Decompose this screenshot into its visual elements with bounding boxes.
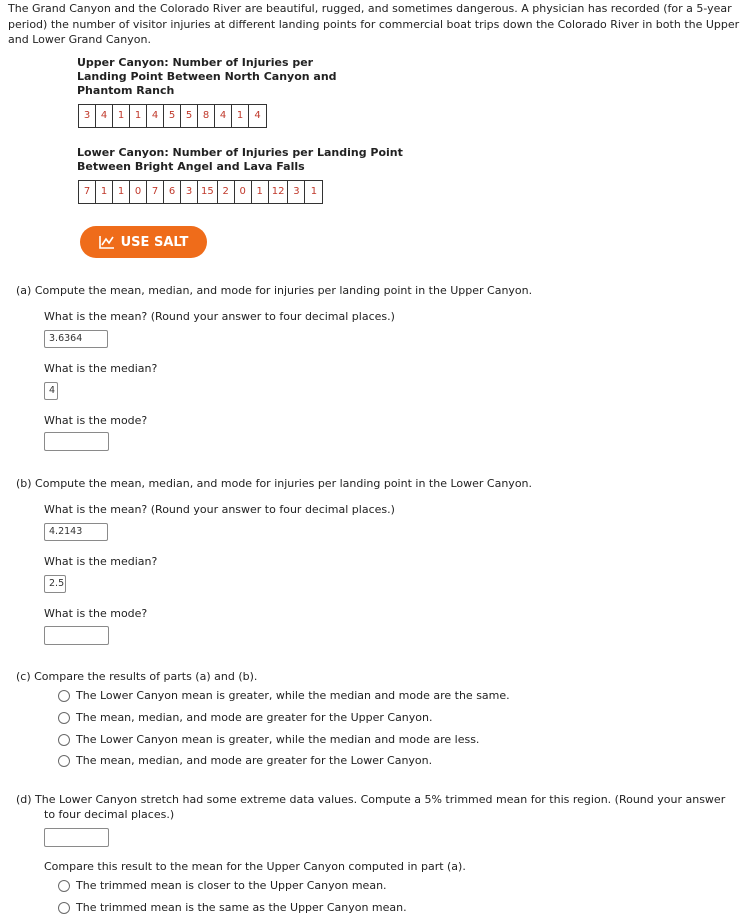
part-c-option-1[interactable] bbox=[58, 689, 510, 702]
part-b-prompt: (b) Compute the mean, median, and mode for injuries per landing point in the Lower Canyon. bbox=[16, 477, 533, 490]
data-cell: 4 bbox=[254, 110, 261, 121]
radio-circle-icon[interactable] bbox=[58, 734, 70, 746]
part-d-option-1-label: The trimmed mean is closer to the Upper Canyon mean. bbox=[76, 879, 387, 892]
upper-title-line3: Phantom Ranch bbox=[77, 84, 175, 97]
data-cell: 1 bbox=[310, 186, 318, 197]
part-d-option-1[interactable] bbox=[58, 879, 387, 892]
data-cell: 1 bbox=[113, 105, 130, 127]
part-d-prompt-line1: (d) The Lower Canyon stretch had some extreme data values. Compute a 5% trimmed mean for this region. (Round your answer bbox=[16, 793, 726, 806]
data-cell: 2 bbox=[218, 181, 235, 203]
data-cell: 5 bbox=[164, 105, 181, 127]
data-cell: 0 bbox=[235, 181, 252, 203]
radio-circle-icon[interactable] bbox=[58, 712, 70, 724]
data-cell: 6 bbox=[164, 181, 181, 203]
radio-circle-icon[interactable] bbox=[58, 690, 70, 702]
data-cell: 3 bbox=[181, 181, 198, 203]
part-a-median-input[interactable]: 4 bbox=[44, 382, 58, 400]
data-cell: 7 bbox=[79, 181, 96, 203]
part-a-mean-question: What is the mean? (Round your answer to four decimal places.) bbox=[44, 310, 395, 323]
part-a-mode-input[interactable] bbox=[44, 432, 109, 451]
part-c-option-4-label: The mean, median, and mode are greater for the Lower Canyon. bbox=[76, 754, 433, 767]
upper-canyon-data-table bbox=[78, 104, 267, 128]
data-cell: 1 bbox=[113, 181, 130, 203]
lower-title-line2: Between Bright Angel and Lava Falls bbox=[77, 160, 305, 173]
data-cell: 5 bbox=[181, 105, 198, 127]
data-cell: 3 bbox=[288, 181, 305, 203]
use-salt-button[interactable] bbox=[80, 226, 207, 258]
radio-circle-icon[interactable] bbox=[58, 755, 70, 767]
data-cell: 12 bbox=[269, 181, 289, 203]
upper-title-line1: Upper Canyon: Number of Injuries per bbox=[77, 56, 314, 69]
part-d-trimmed-mean-input[interactable] bbox=[44, 828, 109, 847]
part-a-prompt: (a) Compute the mean, median, and mode for injuries per landing point in the Upper Canyon. bbox=[16, 284, 533, 297]
data-cell: 8 bbox=[198, 105, 215, 127]
part-d-option-2[interactable] bbox=[58, 901, 407, 914]
data-cell: 1 bbox=[252, 181, 269, 203]
part-b-median-question: What is the median? bbox=[44, 555, 158, 568]
part-c-option-3[interactable] bbox=[58, 733, 479, 746]
data-cell: 4 bbox=[96, 105, 113, 127]
part-c-option-1-label: The Lower Canyon mean is greater, while the median and mode are the same. bbox=[76, 689, 510, 702]
lower-canyon-title bbox=[77, 146, 403, 174]
part-c-prompt: (c) Compare the results of parts (a) and (b). bbox=[16, 670, 258, 683]
part-b-median-input[interactable]: 2.5 bbox=[44, 575, 66, 593]
data-cell: 3 bbox=[79, 105, 96, 127]
upper-canyon-title bbox=[77, 56, 337, 98]
data-cell: 1 bbox=[96, 181, 113, 203]
data-cell: 7 bbox=[147, 181, 164, 203]
data-cell: 4 bbox=[215, 105, 232, 127]
part-a-mean-input[interactable]: 3.6364 bbox=[44, 330, 108, 348]
part-c-option-3-label: The Lower Canyon mean is greater, while the median and mode are less. bbox=[76, 733, 480, 746]
data-cell: 4 bbox=[147, 105, 164, 127]
part-c-option-2[interactable] bbox=[58, 711, 433, 724]
problem-intro: The Grand Canyon and the Colorado River are beautiful, rugged, and sometimes dangerous. A physician has recorded (for a 5-year period) the number of visitor injuries at different landing points for commercial boat trips down the Colorado River in both the Upper and Lower Grand Canyon. bbox=[8, 2, 740, 46]
part-a-mode-question: What is the mode? bbox=[44, 414, 148, 427]
part-c-option-4[interactable] bbox=[58, 754, 432, 767]
lower-title-line1: Lower Canyon: Number of Injuries per Landing Point bbox=[77, 146, 403, 159]
upper-title-line2: Landing Point Between North Canyon and bbox=[77, 70, 337, 83]
lower-canyon-data-table bbox=[78, 180, 323, 204]
data-cell: 1 bbox=[232, 105, 249, 127]
part-c-option-2-label: The mean, median, and mode are greater for the Upper Canyon. bbox=[76, 711, 433, 724]
part-b-mode-input[interactable] bbox=[44, 626, 109, 645]
part-b-mean-input[interactable]: 4.2143 bbox=[44, 523, 108, 541]
part-d-compare-question: Compare this result to the mean for the Upper Canyon computed in part (a). bbox=[44, 860, 466, 873]
salt-chart-icon bbox=[99, 235, 115, 249]
data-cell: 15 bbox=[198, 181, 218, 203]
part-b-mean-question: What is the mean? (Round your answer to four decimal places.) bbox=[44, 503, 395, 516]
data-cell: 1 bbox=[130, 105, 147, 127]
part-d-option-2-label: The trimmed mean is the same as the Upper Canyon mean. bbox=[76, 901, 407, 914]
part-b-mode-question: What is the mode? bbox=[44, 607, 148, 620]
use-salt-label: USE SALT bbox=[120, 234, 189, 250]
radio-circle-icon[interactable] bbox=[58, 902, 70, 914]
part-a-median-question: What is the median? bbox=[44, 362, 158, 375]
part-d-prompt-line2: to four decimal places.) bbox=[44, 808, 175, 821]
radio-circle-icon[interactable] bbox=[58, 880, 70, 892]
data-cell: 0 bbox=[130, 181, 147, 203]
